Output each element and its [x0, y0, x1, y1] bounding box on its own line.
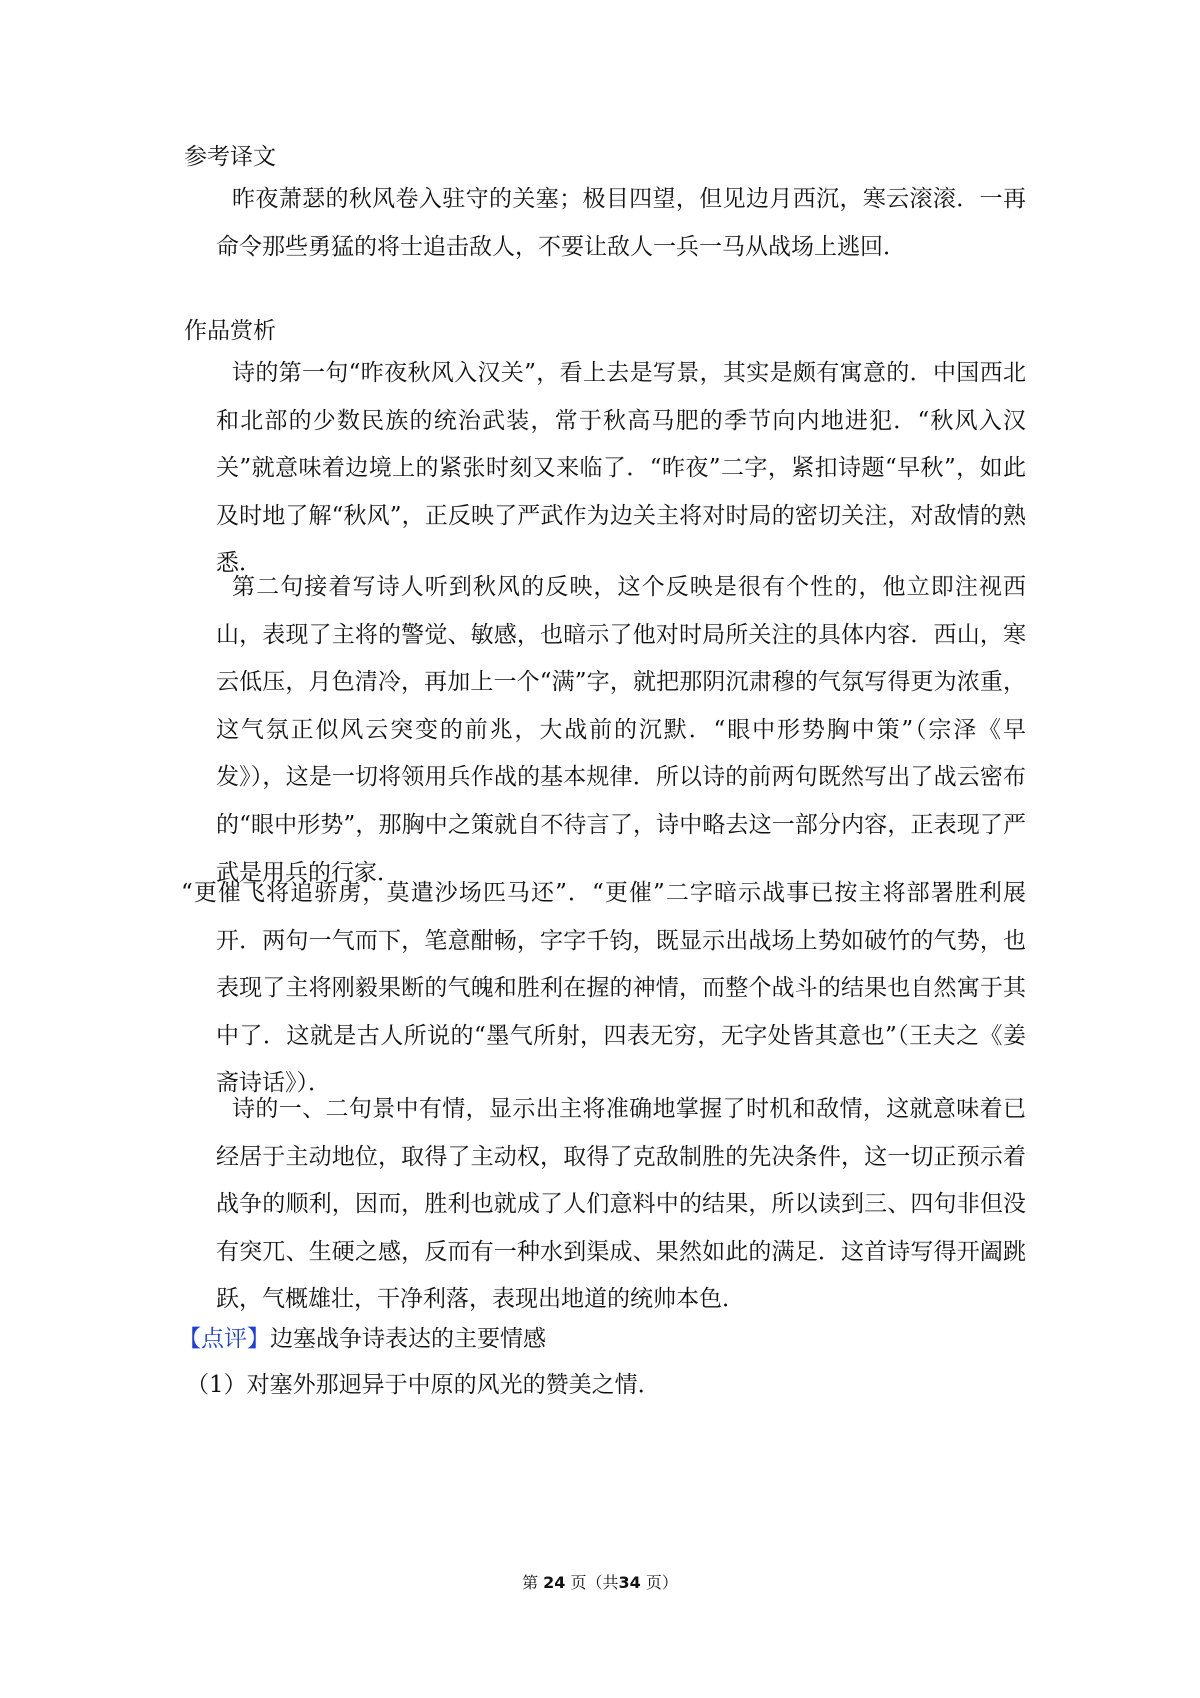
comment-tag: 【点评】 — [178, 1326, 270, 1352]
footer-suffix: 页） — [645, 1573, 678, 1592]
footer-page-number: 24 — [543, 1573, 566, 1592]
appreciation-paragraph-2: 第二句接着写诗人听到秋风的反映，这个反映是很有个性的，他立即注视西山，表现了主将的警觉、敏感，也暗示了他对时局所关注的具体内容．西山，寒云低压，月色清冷，再加上一个“满”字，就把那阴沉肃穆的气氛写得更为浓重，这气氛正似风云突变的前兆，大战前的沉默．“眼中形势胸中策”（宗泽《早发》），这是一切将领用兵作战的基本规律．所以诗的前两句既然写出了战云密布的“眼中形势”，那胸中之策就自不待言了，诗中略去这一部分内容，正表现了严武是用兵的行家． — [216, 574, 1026, 886]
appreciation-paragraph-3: “更催飞将追骄虏，莫遣沙场匹马还”．“更催”二字暗示战事已按主将部署胜利展开．两句一气而下，笔意酣畅，字字千钧，既显示出战场上势如破竹的气势，也表现了主将刚毅果断的气魄和胜利在握的神情，而整个战斗的结果也自然寓于其中了．这就是古人所说的“墨气所射，四表无穷，无字处皆其意也”（王夫之《姜斋诗话》）． — [181, 880, 1026, 1097]
comment-line — [178, 1324, 546, 1354]
appreciation-paragraph-1: 诗的第一句“昨夜秋风入汉关”，看上去是写景，其实是颇有寓意的．中国西北和北部的少数民族的统治武装，常于秋高马肥的季节向内地进犯．“秋风入汉关”就意味着边境上的紧张时刻又来临了．“昨夜”二字，紧扣诗题“早秋”，如此及时地了解“秋风”，正反映了严武作为边关主将对时局的密切关注，对敌情的熟悉． — [216, 360, 1026, 577]
comment-text: 边塞战争诗表达的主要情感 — [270, 1326, 546, 1352]
footer-middle: 页（共 — [570, 1573, 619, 1592]
translation-paragraph: 昨夜萧瑟的秋风卷入驻守的关塞；极目四望，但见边月西沉，寒云滚滚．一再命令那些勇猛的将士追击敌人，不要让敌人一兵一马从战场上逃回． — [216, 186, 1026, 260]
comment-item-1: （1）对塞外那迥异于中原的风光的赞美之情． — [186, 1372, 661, 1398]
appreciation-paragraph-4: 诗的一、二句景中有情，显示出主将准确地掌握了时机和敌情，这就意味着已经居于主动地位，取得了主动权，取得了克敌制胜的先决条件，这一切正预示着战争的顺利，因而，胜利也就成了人们意料中的结果，所以读到三、四句非但没有突兀、生硬之感，反而有一种水到渠成、果然如此的满足．这首诗写得开阖跳跃，气概雄壮，干净利落，表现出地道的统帅本色． — [216, 1096, 1026, 1313]
translation-heading: 参考译文 — [184, 144, 276, 170]
appreciation-heading: 作品赏析 — [184, 318, 276, 344]
footer-prefix: 第 — [522, 1573, 539, 1592]
page-footer — [0, 1572, 1200, 1594]
footer-total-pages: 34 — [618, 1573, 641, 1592]
